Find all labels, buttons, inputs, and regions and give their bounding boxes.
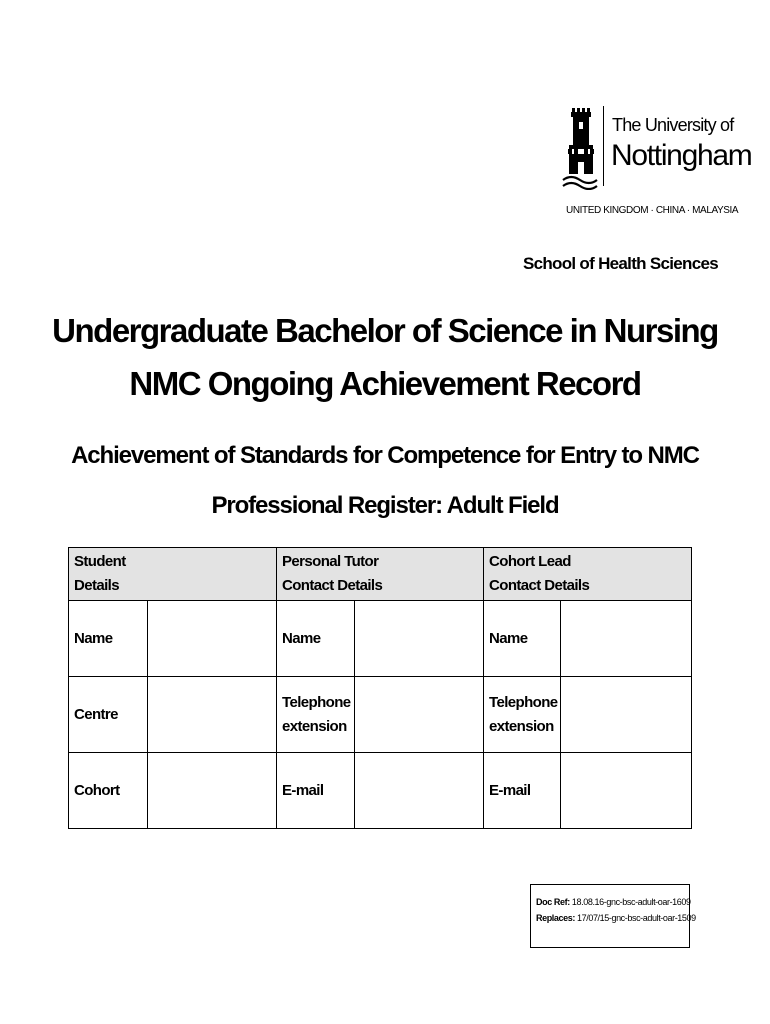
tutor-telephone-label-line2: extension [282,717,347,735]
tutor-name-field[interactable] [355,601,484,677]
replaces-label: Replaces: [536,913,575,923]
student-name-label: Name [69,601,148,677]
tutor-name-label-line1: Name [282,629,321,647]
tutor-telephone-field[interactable] [355,677,484,753]
replaces-line [536,910,696,926]
student-cohort-field[interactable] [148,753,277,829]
document-title-line2: NMC Ongoing Achievement Record [129,365,641,402]
tutor-telephone-label-line1: Telephone [282,693,351,711]
header-student-details [69,548,277,601]
document-title-line1: Undergraduate Bachelor of Science in Nursing [52,312,718,349]
tutor-email-field[interactable] [355,753,484,829]
lead-name-field[interactable] [561,601,692,677]
lead-email-label-line1: E-mail [489,781,531,799]
replaces-value: 17/07/15-gnc-bsc-adult-oar-1509 [577,913,696,923]
contact-details-table [68,547,692,829]
lead-email-label [484,753,561,829]
logo-tagline: UNITED KINGDOM · CHINA · MALAYSIA [566,205,739,216]
header-student-line2: Details [74,577,119,594]
lead-telephone-label [484,677,561,753]
header-tutor-line1: Personal Tutor [282,553,379,570]
table-row [69,753,692,829]
logo-text-line2: Nottingham [611,139,752,172]
tutor-name-label [277,601,355,677]
header-lead-line2: Contact Details [489,577,590,594]
tutor-telephone-label [277,677,355,753]
lead-name-label [484,601,561,677]
logo-text-line1: The University of [612,115,734,135]
table-header-row [69,548,692,601]
student-name-field[interactable] [148,601,277,677]
table-row [69,601,692,677]
student-centre-label: Centre [69,677,148,753]
document-reference-box [530,884,696,948]
student-centre-field[interactable] [148,677,277,753]
document-subtitle-line2: Professional Register: Adult Field [211,492,559,519]
lead-telephone-label-line2: extension [489,717,554,735]
header-tutor-line2: Contact Details [282,577,383,594]
lead-telephone-field[interactable] [561,677,692,753]
school-name: School of Health Sciences [522,254,718,273]
header-cohort-lead [484,548,692,601]
header-personal-tutor [277,548,484,601]
doc-ref-value: 18.08.16-gnc-bsc-adult-oar-1609 [571,897,691,907]
header-lead-line1: Cohort Lead [489,553,571,570]
logo-divider [603,106,604,186]
doc-ref-line [536,894,689,910]
tutor-email-label-line1: E-mail [282,781,324,799]
table-row [69,677,692,753]
student-cohort-label: Cohort [69,753,148,829]
header-student-line1: Student [74,553,126,570]
tutor-email-label [277,753,355,829]
castle-crest-icon [562,104,598,190]
lead-telephone-label-line1: Telephone [489,693,558,711]
document-subtitle-line1: Achievement of Standards for Competence for Entry to NMC [71,442,699,469]
doc-ref-label: Doc Ref: [536,897,570,907]
lead-email-field[interactable] [561,753,692,829]
lead-name-label-line1: Name [489,629,528,647]
university-logo [562,100,752,225]
